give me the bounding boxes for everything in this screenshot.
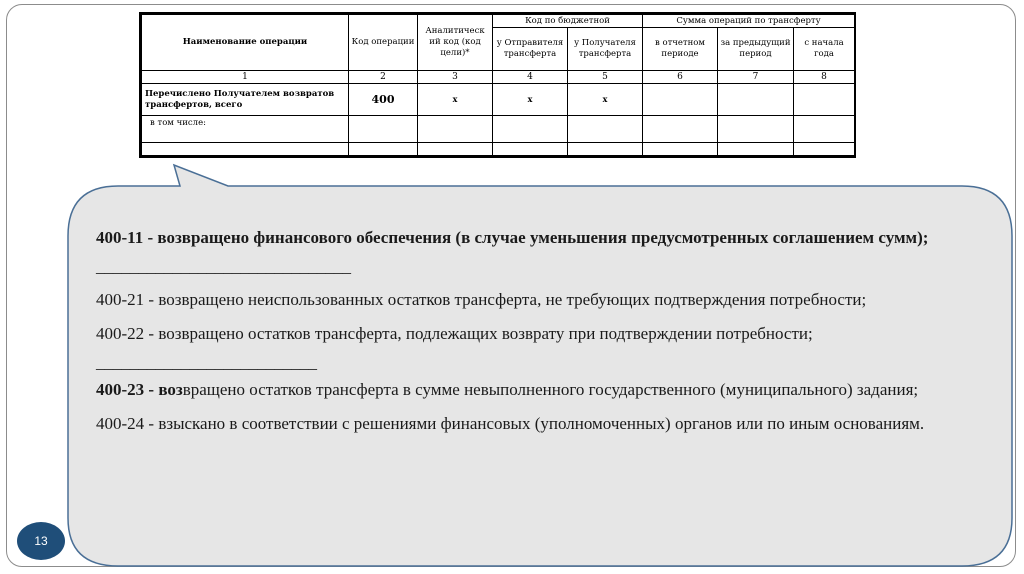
column-number: 3 [418,71,493,84]
item-400-23 [96,378,996,401]
separator-line: ______________________________ [96,257,351,276]
row-total-name: Перечислено Получателем возвратов трансфертов, всего [142,84,349,116]
row-total-sender: x [493,84,568,116]
header-budget-code-group: Код по бюджетной [493,15,643,28]
row-total-analytic: x [418,84,493,116]
header-operation-name: Наименование операции [142,15,349,71]
row-including-name: в том числе: [142,116,349,143]
header-sum-group: Сумма операций по трансферту [643,15,855,28]
column-number: 1 [142,71,349,84]
header-sum-current: в отчетном периоде [643,28,718,71]
header-budget-receiver: у Получателя трансферта [568,28,643,71]
column-number: 5 [568,71,643,84]
callout-text [96,226,996,446]
item-400-11-text: - возвращено финансового обеспечения (в случае уменьшения предусмотренных соглашением сумм); [143,228,929,247]
header-analytic-code: Аналитическ ий код (код цели)* [418,15,493,71]
header-sum-previous: за предыдущий период [718,28,794,71]
column-number: 7 [718,71,794,84]
column-number: 8 [794,71,855,84]
column-number: 6 [643,71,718,84]
item-400-23-bold: 400-23 - воз [96,380,183,399]
header-operation-code: Код операции [349,15,418,71]
row-total-code: 400 [349,84,418,116]
column-number: 2 [349,71,418,84]
row-total-receiver: x [568,84,643,116]
item-400-21: 400-21 - возвращено неиспользованных остатков трансферта, не требующих подтверждения потребности; [96,290,867,309]
item-400-22: 400-22 - возвращено остатков трансферта, подлежащих возврату при подтверждении потребности; [96,324,813,343]
separator-line: __________________________ [96,353,317,372]
page-number-badge: 13 [17,522,65,560]
column-number: 4 [493,71,568,84]
header-budget-sender: у Отправителя трансферта [493,28,568,71]
item-400-11-code: 400-11 [96,228,144,247]
item-400-23-text: вращено остатков трансферта в сумме невыполненного государственного (муниципального) задания; [182,380,919,399]
item-400-11 [96,226,996,249]
header-sum-year: с начала года [794,28,855,71]
item-400-24: 400-24 - взыскано в соответствии с решениями финансовых (уполномоченных) органов или по иным основаниям. [96,414,925,433]
